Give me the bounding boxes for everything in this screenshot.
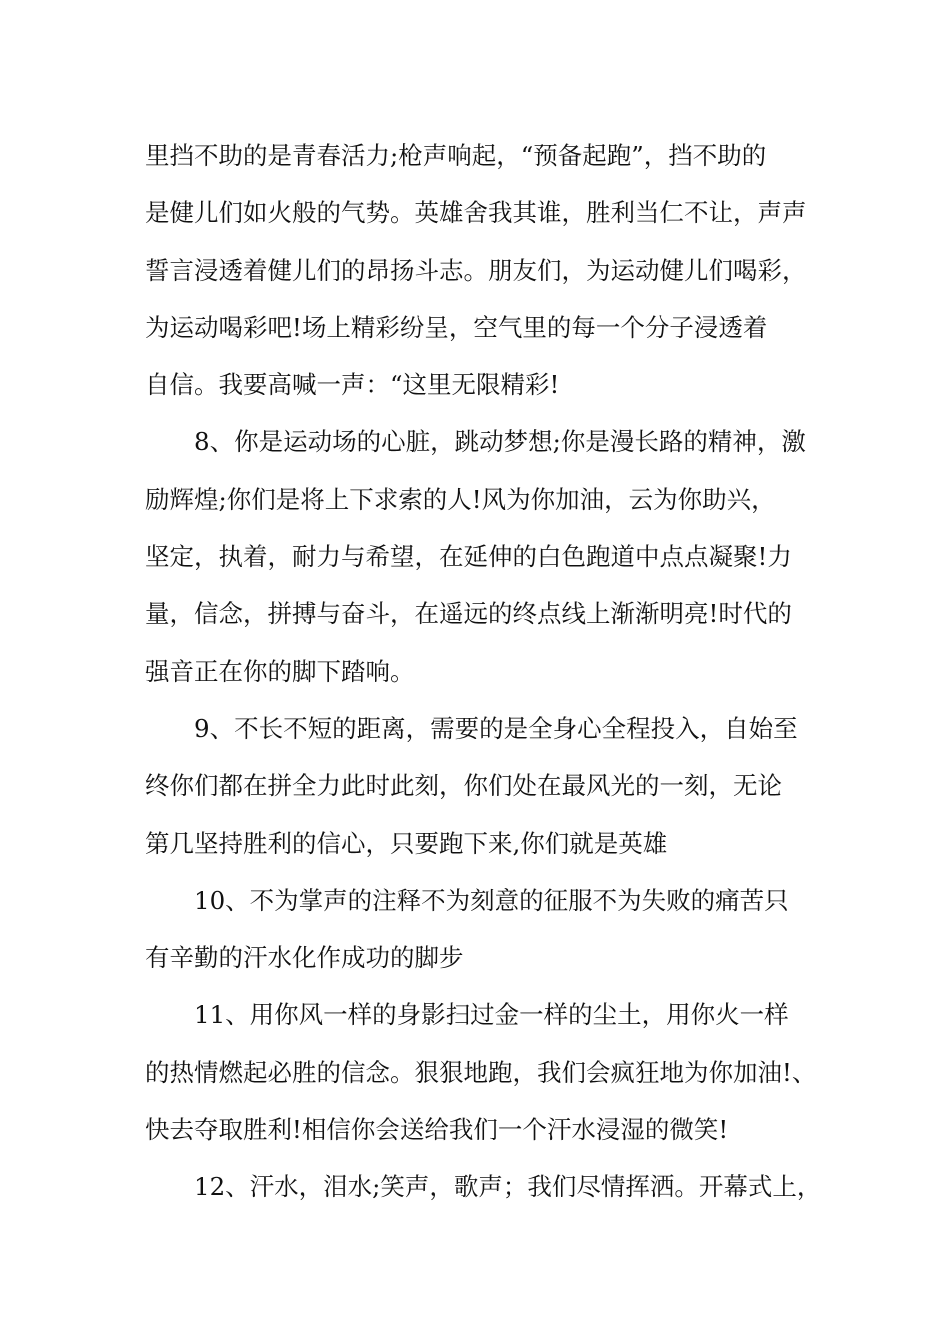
document-body — [145, 127, 822, 1216]
text-line: 9、不长不短的距离，需要的是全身心全程投入，自始至 — [194, 713, 798, 743]
text-line: 励辉煌;你们是将上下求索的人!风为你加油，云为你助兴， — [145, 484, 776, 514]
paragraph-item-10 — [145, 872, 815, 987]
paragraph-item-11 — [145, 986, 815, 1158]
text-line: 的热情燃起必胜的信念。狠狠地跑，我们会疯狂地为你加油!、 — [145, 1057, 817, 1087]
text-line: 快去夺取胜利!相信你会送给我们一个汗水浸湿的微笑! — [145, 1115, 729, 1145]
text-line: 为运动喝彩吧!场上精彩纷呈，空气里的每一个分子浸透着 — [145, 312, 768, 342]
text-line: 有辛勤的汗水化作成功的脚步 — [145, 943, 464, 973]
text-line: 10、不为掌声的注释不为刻意的征服不为失败的痛苦只 — [194, 885, 789, 915]
paragraph-continuation — [145, 127, 815, 413]
text-line: 量，信念，拼搏与奋斗，在遥远的终点线上渐渐明亮!时代的 — [145, 599, 792, 629]
paragraph-item-12 — [145, 1158, 822, 1215]
text-line: 11、用你风一样的身影扫过金一样的尘土，用你火一样 — [194, 1000, 789, 1030]
paragraph-item-8 — [145, 413, 815, 699]
text-line: 12、汗水，泪水;笑声，歌声；我们尽情挥洒。开幕式上， — [194, 1172, 822, 1202]
text-line: 终你们都在拼全力此时此刻，你们处在最风光的一刻，无论 — [145, 771, 782, 801]
text-line: 里挡不助的是青春活力;枪声响起，“预备起跑”，挡不助的 — [145, 141, 767, 170]
text-line: 强音正在你的脚下踏响。 — [145, 656, 415, 686]
text-line: 誓言浸透着健儿们的昂扬斗志。朋友们，为运动健儿们喝彩， — [145, 255, 807, 285]
text-line: 第几坚持胜利的信心，只要跑下来,你们就是英雄 — [145, 828, 668, 858]
text-line: 自信。我要高喊一声：“这里无限精彩! — [145, 370, 560, 400]
paragraph-item-9 — [145, 700, 815, 872]
text-line: 是健儿们如火般的气势。英雄舍我其谁，胜利当仁不让，声声 — [145, 198, 807, 228]
text-line: 坚定，执着，耐力与希望，在延伸的白色跑道中点点凝聚!力 — [145, 542, 792, 572]
text-line: 8、你是运动场的心脏，跳动梦想;你是漫长路的精神，激 — [194, 427, 806, 457]
